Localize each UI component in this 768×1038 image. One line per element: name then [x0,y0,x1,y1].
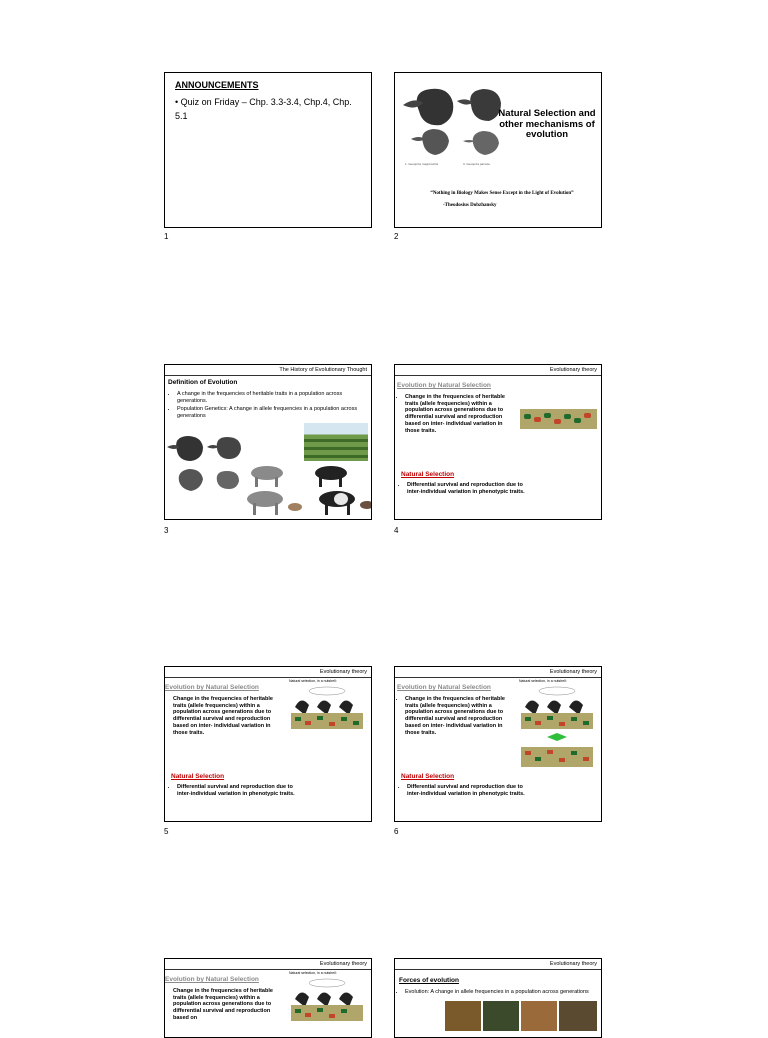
slide-4-bullet: • Change in the frequencies of heritable traits (allele frequencies) within a population across generations due to differential survival and reproduction based on inter- individual variation in those traits. [399,394,511,436]
slide-4 [394,364,602,520]
slide-2 [394,72,602,228]
slide-6-number: 6 [394,827,399,836]
slide-6-heading: Evolution by Natural Selection [397,684,491,691]
slide-7-caption: Natural selection, in a nutshell: [289,971,337,975]
slide-3-number: 3 [164,526,169,535]
slide-4-number: 4 [394,526,399,535]
slide-5-heading: Evolution by Natural Selection [165,684,259,691]
slide-3-bullets [171,391,367,422]
slide-5-header: Evolutionary theory [319,669,367,675]
slide-6 [394,666,602,822]
divider [165,375,371,376]
slide-2-attribution: -Theodosius Dobzhansky [443,203,497,208]
slide-4-sub-heading: Natural Selection [401,471,455,478]
slide-5-bullet: • Change in the frequencies of heritable traits (allele frequencies) within a population across generations due to differential survival and reproduction based on inter- individual variation in those traits. [167,696,279,738]
vineyard-photo [304,423,368,461]
slide-2-quote: “Nothing in Biology Makes Sense Except in the Light of Evolution” [430,191,574,196]
birds-and-beetles-illustration [287,685,367,731]
beetle-population-image [520,409,597,429]
slide-1-bullet [175,96,365,123]
slide-1 [164,72,372,228]
slide-3-bullet-2: • Population Genetics: A change in allele frequencies in a population across generations [177,406,367,419]
divider [165,969,371,970]
svg-text:1. Geospiza magnirostris: 1. Geospiza magnirostris [405,162,439,166]
divider [395,677,601,678]
slide-5-caption: Natural selection, in a nutshell: [289,679,337,683]
slide-1-heading: ANNOUNCEMENTS [175,80,259,90]
animal-photos [445,1001,597,1031]
slide-6-header: Evolutionary theory [549,669,597,675]
slide-5-number: 5 [164,827,169,836]
slide-3-header: The History of Evolutionary Thought [279,367,367,373]
birds-and-beetles-illustration [517,685,597,777]
tapir-illustration [245,459,372,519]
finch-heads-illustration [167,431,247,501]
slide-4-header: Evolutionary theory [549,367,597,373]
slide-1-number: 1 [164,232,169,241]
slide-3-bullet-1: • A change in the frequencies of heritable traits in a population across generations. [177,391,367,404]
slide-6-bullet: • Change in the frequencies of heritable traits (allele frequencies) within a population across generations due to differential survival and reproduction based on inter- individual variation in those traits. [399,696,511,738]
birds-and-beetles-illustration [287,977,367,1023]
slide-3 [164,364,372,520]
slide-7-heading: Evolution by Natural Selection [165,976,259,983]
slide-8-bullet: • Evolution: A change in allele frequencies in a population across generations [399,989,595,998]
slide-6-caption: Natural selection, in a nutshell: [519,679,567,683]
slide-6-sub-heading: Natural Selection [401,773,455,780]
slide-2-title: Natural Selection and other mechanisms of evolution [498,108,596,141]
slide-8 [394,958,602,1038]
bullet-icon: • [175,97,179,107]
slide-7-bullet: • Change in the frequencies of heritable traits (allele frequencies) within a population across generations due to differential survival and reproduction based on [167,988,279,1024]
slide-8-header: Evolutionary theory [549,961,597,967]
slide-3-heading: Definition of Evolution [168,379,238,386]
slide-1-bullet-text: Quiz on Friday – Chp. 3.3-3.4, Chp.4, Chp. 5.1 [175,97,352,121]
slide-5-sub-heading: Natural Selection [171,773,225,780]
slide-6-sub-bullet: • Differential survival and reproduction due to inter-individual variation in phenotypic traits. [401,784,525,799]
slide-7 [164,958,372,1038]
slide-5-sub-bullet: • Differential survival and reproduction due to inter-individual variation in phenotypic traits. [171,784,295,799]
divider [165,677,371,678]
slide-7-header: Evolutionary theory [319,961,367,967]
slide-4-sub-bullet: • Differential survival and reproduction due to inter-individual variation in phenotypic traits. [401,482,525,497]
slide-8-heading: Forces of evolution [399,977,459,984]
svg-text:3. Geospiza parvula: 3. Geospiza parvula [463,162,490,166]
divider [395,969,601,970]
slide-4-heading: Evolution by Natural Selection [397,382,491,389]
slide-2-number: 2 [394,232,399,241]
slide-5 [164,666,372,822]
divider [395,375,601,376]
